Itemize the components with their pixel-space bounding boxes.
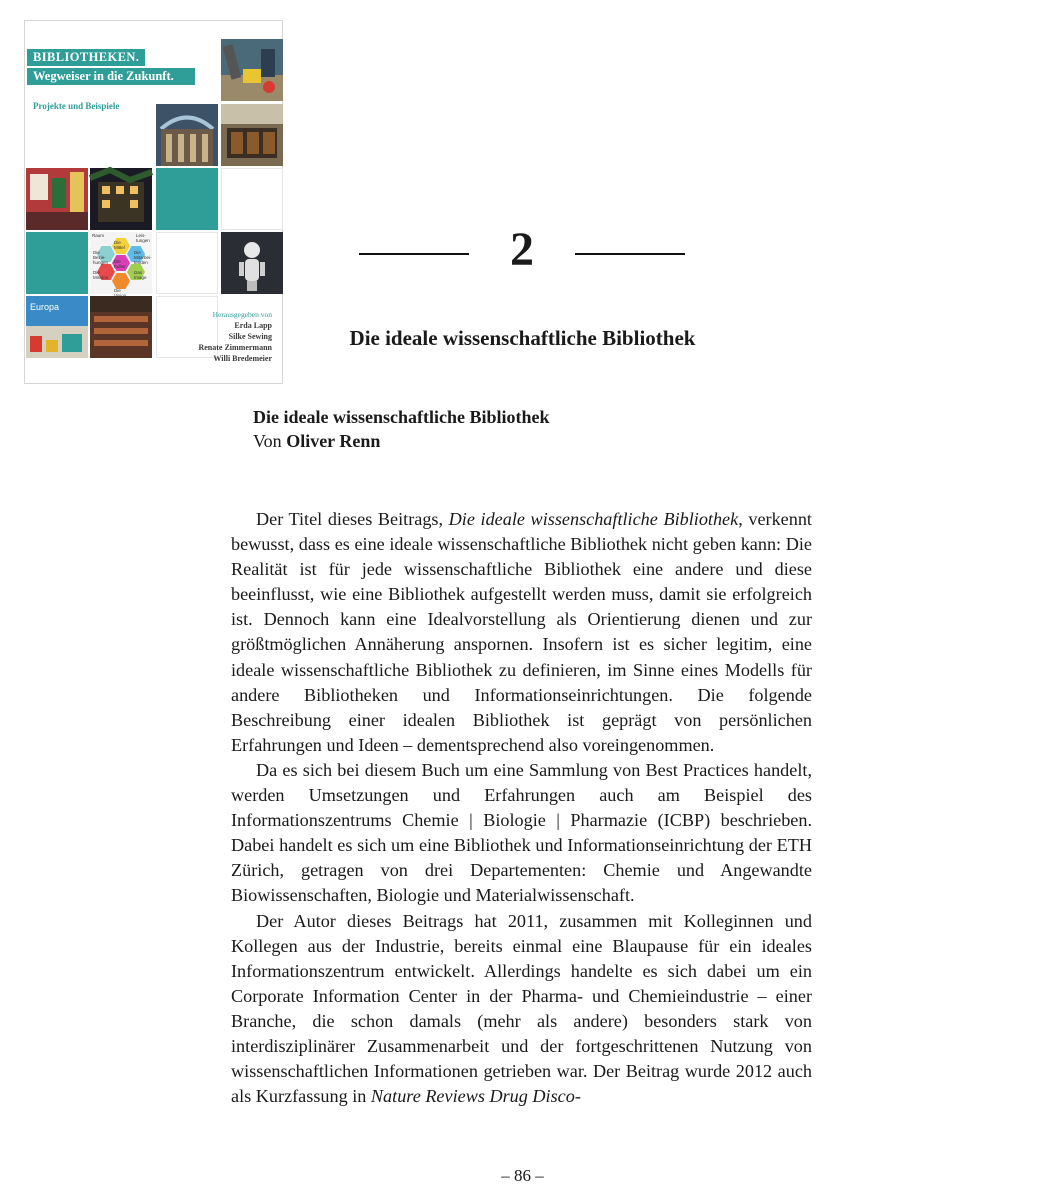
byline [253,405,550,453]
paragraph-2: Da es sich bei diesem Buch um eine Sammlung von Best Practices handelt, werden Umsetzungen und Erfahrungen auch am Beispiel des Informationszentrums Chemie | Biologie | Pharmazie (ICBP) beschrieben. Dabei handelt es sich um eine Bibliothek und Informationseinrichtung der ETH Zürich, getragen von drei Departementen: Chemie und Angewandte Biowissenschaften, Biologie und Materialwissenschaft. [231,759,812,906]
diagram-word: Leis-tungen [136,233,150,243]
chapter-title: Die ideale wissenschaftliche Bibliothek [349,326,696,350]
paragraph-3: Der Autor dieses Beitrags hat 2011, zusammen mit Kolleginnen und Kollegen aus der Industrie, bereits einmal eine Blaupause für ein ideales Informationszentrum entwickelt. Allerdings handelte es sich dabei um ein Corporate Information Center in der Pharma- und Chemieindustrie – einer Branche, die schon damals (mehr als andere) besonders stark von interdisziplinärer Zusammenarbeit und der fortgeschrittenen Nutzung von wissenschaftlichen Informationen getrieben war. Der Beitrag wurde 2012 auch als Kurzfassung in Nature Reviews Drug Disco- [231,910,812,1107]
cover-projects-label: Projekte und Beispiele [33,101,120,111]
editor-name: Renate Zimmermann [198,343,272,352]
editor-name: Silke Sewing [228,332,272,341]
cover-title: BIBLIOTHEKEN. [27,49,145,66]
byline-author: Oliver Renn [286,431,381,451]
editor-name: Erda Lapp [234,321,272,330]
sign-label: Europa [30,302,60,312]
cover-tile-blank [156,232,218,294]
cover-photo-posters [26,168,88,230]
title-emphasis: Die ideale wissenschaftliche Bibliothek [448,509,739,529]
diagram-word: Die Mission [93,270,109,280]
diagram-word: Die Bezie-hungen [93,250,109,265]
cover-tile [156,168,218,230]
cover-subtitle: Wegweiser in die Zukunft. [27,68,195,85]
cover-photo-interior [221,104,283,166]
diagram-word: Die [114,288,121,293]
editors-label: Herausgegeben von [212,310,272,319]
byline-author-line [253,429,550,453]
diagram-word: Das Image [134,270,147,280]
journal-emphasis: Nature Reviews Drug Disco- [370,1086,581,1107]
diagram-word: Die Kultur [114,259,126,269]
cover-tile [26,232,88,294]
chapter-number: 2 [510,223,534,276]
cover-photo-night-building [90,168,152,230]
byline-von: Von [253,431,282,451]
diagram-word: Die Mitarbei-tenden [134,250,152,265]
page-number: – 86 – [501,1166,544,1185]
byline-title: Die ideale wissenschaftliche Bibliothek [253,407,550,427]
chapter-rule-right [575,253,685,255]
cover-hexagon-diagram [90,232,152,294]
cover-photo-robot [221,232,283,294]
body-text [231,507,812,1109]
chapter-rule-left [359,253,469,255]
editor-name: Willi Bredemeier [213,354,272,363]
paragraph-1: Der Titel dieses Beitrags, Die ideale wissenschaftliche Bibliothek, verkennt bewusst, dass es eine ideale wissenschaftliche Bibliothek nicht geben kann: Die Realität ist für jede wissenschaftliche Bibliothek eine andere und diese beeinflusst, wie eine Bibliothek aufgestellt werden muss, damit sie erfolgreich ist. Dennoch kann eine Idealvorstellung als Orientierung dienen und zur größtmöglichen Annäherung anspornen. Insofern ist es sicher legitim, eine ideale wissenschaftliche Bibliothek zu definieren, im Sinne eines Modells für andere Bibliotheken und Informationseinrichtungen. Die folgende Beschreibung einer idealen Bibliothek ist geprägt von persönlichen Erfahrungen und Ideen – dementsprechend also voreingenommen. [231,509,812,755]
cover-photo-desk [221,39,283,101]
cover-tile-blank [221,168,283,230]
cover-photo-library-hall [156,104,218,166]
diagram-word: Raum [92,233,105,238]
diagram-word: Die Mittel [114,240,125,250]
